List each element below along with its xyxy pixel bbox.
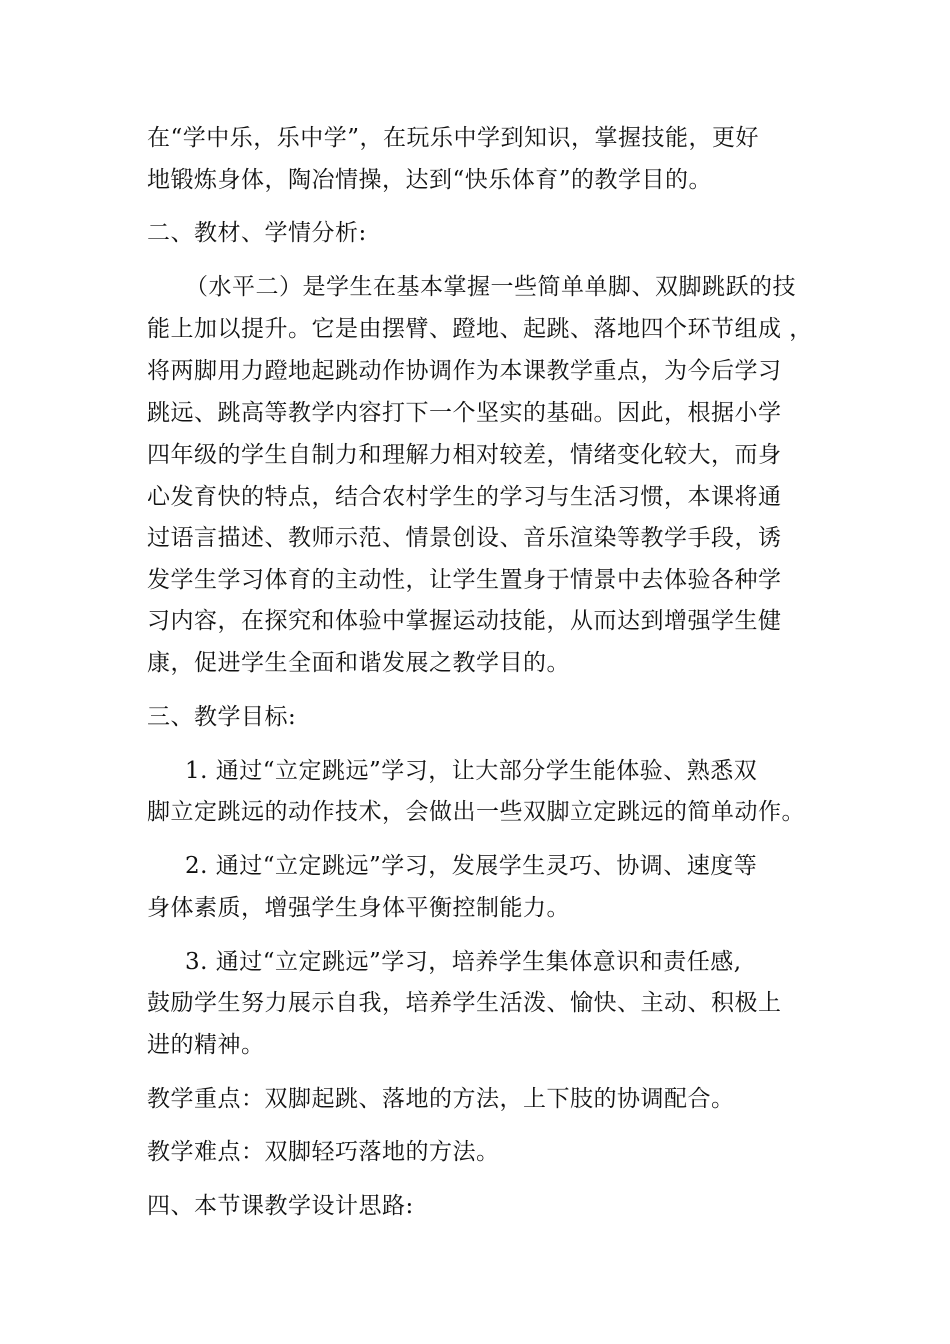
section2-line-4: 跳远、跳高等教学内容打下一个坚实的基础。因此，根据小学: [147, 400, 782, 426]
goal2-line-1: 2. 通过“立定跳远”学习，发展学生灵巧、协调、速度等: [185, 853, 758, 879]
key-point: 教学重点：双脚起跳、落地的方法，上下肢的协调配合。: [147, 1086, 735, 1112]
goal3-line-1: 3. 通过“立定跳远”学习，培养学生集体意识和责任感,: [185, 949, 742, 975]
section2-line-9: 习内容，在探究和体验中掌握运动技能，从而达到增强学生健: [147, 608, 782, 634]
section2-line-10: 康，促进学生全面和谐发展之教学目的。: [147, 650, 570, 676]
goal1-line-2: 脚立定跳远的动作技术，会做出一些双脚立定跳远的简单动作。: [147, 799, 805, 825]
section2-line-8: 发学生学习体育的主动性，让学生置身于情景中去体验各种学: [147, 567, 782, 593]
section2-line-2: 能上加以提升。它是由摆臂、蹬地、起跳、落地四个环节组成 ，: [147, 316, 813, 342]
intro-line-1: 在“学中乐，乐中学”，在玩乐中学到知识，掌握技能，更好: [147, 125, 760, 151]
section2-line-5: 四年级的学生自制力和理解力相对较差，情绪变化较大，而身: [147, 442, 782, 468]
goal1-line-1: 1. 通过“立定跳远”学习，让大部分学生能体验、熟悉双: [185, 758, 758, 784]
section3-heading: 三、教学目标:: [147, 704, 297, 730]
section2-line-1: （水平二）是学生在基本掌握一些简单单脚、双脚跳跃的技: [185, 274, 796, 300]
goal3-line-2: 鼓励学生努力展示自我，培养学生活泼、愉快、主动、积极上: [147, 990, 782, 1016]
section2-heading: 二、教材、学情分析:: [147, 220, 367, 246]
difficult-point: 教学难点：双脚轻巧落地的方法。: [147, 1139, 500, 1165]
intro-line-2: 地锻炼身体，陶冶情操，达到“快乐体育”的教学目的。: [147, 167, 713, 193]
section2-line-3: 将两脚用力蹬地起跳动作协调作为本课教学重点，为今后学习: [147, 358, 782, 384]
goal3-line-3: 进的精神。: [147, 1032, 265, 1058]
section2-line-6: 心发育快的特点，结合农村学生的学习与生活习惯，本课将通: [147, 484, 782, 510]
section2-line-7: 过语言描述、教师示范、情景创设、音乐渲染等教学手段，诱: [147, 525, 782, 551]
goal2-line-2: 身体素质，增强学生身体平衡控制能力。: [147, 895, 570, 921]
section4-heading: 四、本节课教学设计思路:: [147, 1193, 414, 1219]
